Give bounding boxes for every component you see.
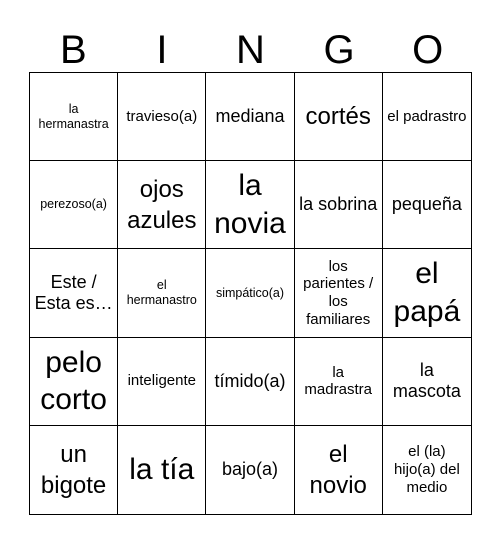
cell-label: cortés <box>305 103 371 130</box>
header-letter-b: B <box>59 28 87 72</box>
bingo-cell-r2-c1[interactable] <box>30 161 118 249</box>
cell-label: simpático(a) <box>215 285 285 300</box>
header-letter-o: O <box>412 28 444 72</box>
cell-label: pequeña <box>391 194 462 215</box>
header-letter-g: G <box>323 28 355 72</box>
cell-label: la mascota <box>392 359 461 402</box>
bingo-cell-r3-c5[interactable] <box>383 249 471 337</box>
cell-label: inteligente <box>127 372 196 390</box>
cell-label: el (la) hijo(a) del medio <box>393 443 460 496</box>
cell-label: perezoso(a) <box>40 197 107 212</box>
cell-label: la madrastra <box>304 363 372 399</box>
bingo-cell-r5-c3[interactable] <box>206 426 294 514</box>
bingo-header <box>29 28 472 72</box>
cell-label: el papá <box>393 257 461 328</box>
cell-label: un bigote <box>40 440 107 499</box>
bingo-cell-r1-c4[interactable] <box>295 73 383 161</box>
bingo-cell-r1-c5[interactable] <box>383 73 471 161</box>
bingo-cell-r4-c1[interactable] <box>30 338 118 426</box>
bingo-cell-r2-c5[interactable] <box>383 161 471 249</box>
cell-label: el padrastro <box>387 107 467 125</box>
cell-label: los parientes / los familiares <box>303 257 374 328</box>
bingo-cell-r5-c1[interactable] <box>30 426 118 514</box>
header-letter-i: I <box>156 28 168 72</box>
bingo-cell-r3-c1[interactable] <box>30 249 118 337</box>
cell-label: la tía <box>129 453 195 487</box>
cell-label: la hermanastra <box>38 101 109 131</box>
cell-label: la novia <box>214 169 286 240</box>
bingo-cell-r2-c3[interactable] <box>206 161 294 249</box>
bingo-cell-r3-c4[interactable] <box>295 249 383 337</box>
bingo-cell-r4-c3[interactable] <box>206 338 294 426</box>
bingo-cell-r5-c4[interactable] <box>295 426 383 514</box>
cell-label: la sobrina <box>299 194 378 215</box>
cell-label: tímido(a) <box>214 370 286 391</box>
bingo-cell-r3-c3[interactable] <box>206 249 294 337</box>
cell-label: travieso(a) <box>126 107 198 125</box>
cell-label: pelo corto <box>40 345 107 417</box>
cell-label: bajo(a) <box>221 459 278 480</box>
bingo-cell-r4-c4[interactable] <box>295 338 383 426</box>
bingo-cell-r5-c5[interactable] <box>383 426 471 514</box>
bingo-cell-r4-c2[interactable] <box>118 338 206 426</box>
bingo-cell-r2-c4[interactable] <box>295 161 383 249</box>
bingo-cell-r1-c1[interactable] <box>30 73 118 161</box>
bingo-cell-r3-c2[interactable] <box>118 249 206 337</box>
bingo-cell-r5-c2[interactable] <box>118 426 206 514</box>
bingo-board <box>29 72 472 515</box>
header-letter-n: N <box>236 28 265 72</box>
bingo-cell-r4-c5[interactable] <box>383 338 471 426</box>
cell-label: el hermanastro <box>126 278 197 307</box>
bingo-cell-r2-c2[interactable] <box>118 161 206 249</box>
cell-label: ojos azules <box>127 175 197 234</box>
bingo-cell-r1-c3[interactable] <box>206 73 294 161</box>
cell-label: mediana <box>215 105 285 126</box>
bingo-cell-r1-c2[interactable] <box>118 73 206 161</box>
cell-label: Este / Esta es… <box>34 271 113 313</box>
cell-label: el novio <box>309 440 367 499</box>
